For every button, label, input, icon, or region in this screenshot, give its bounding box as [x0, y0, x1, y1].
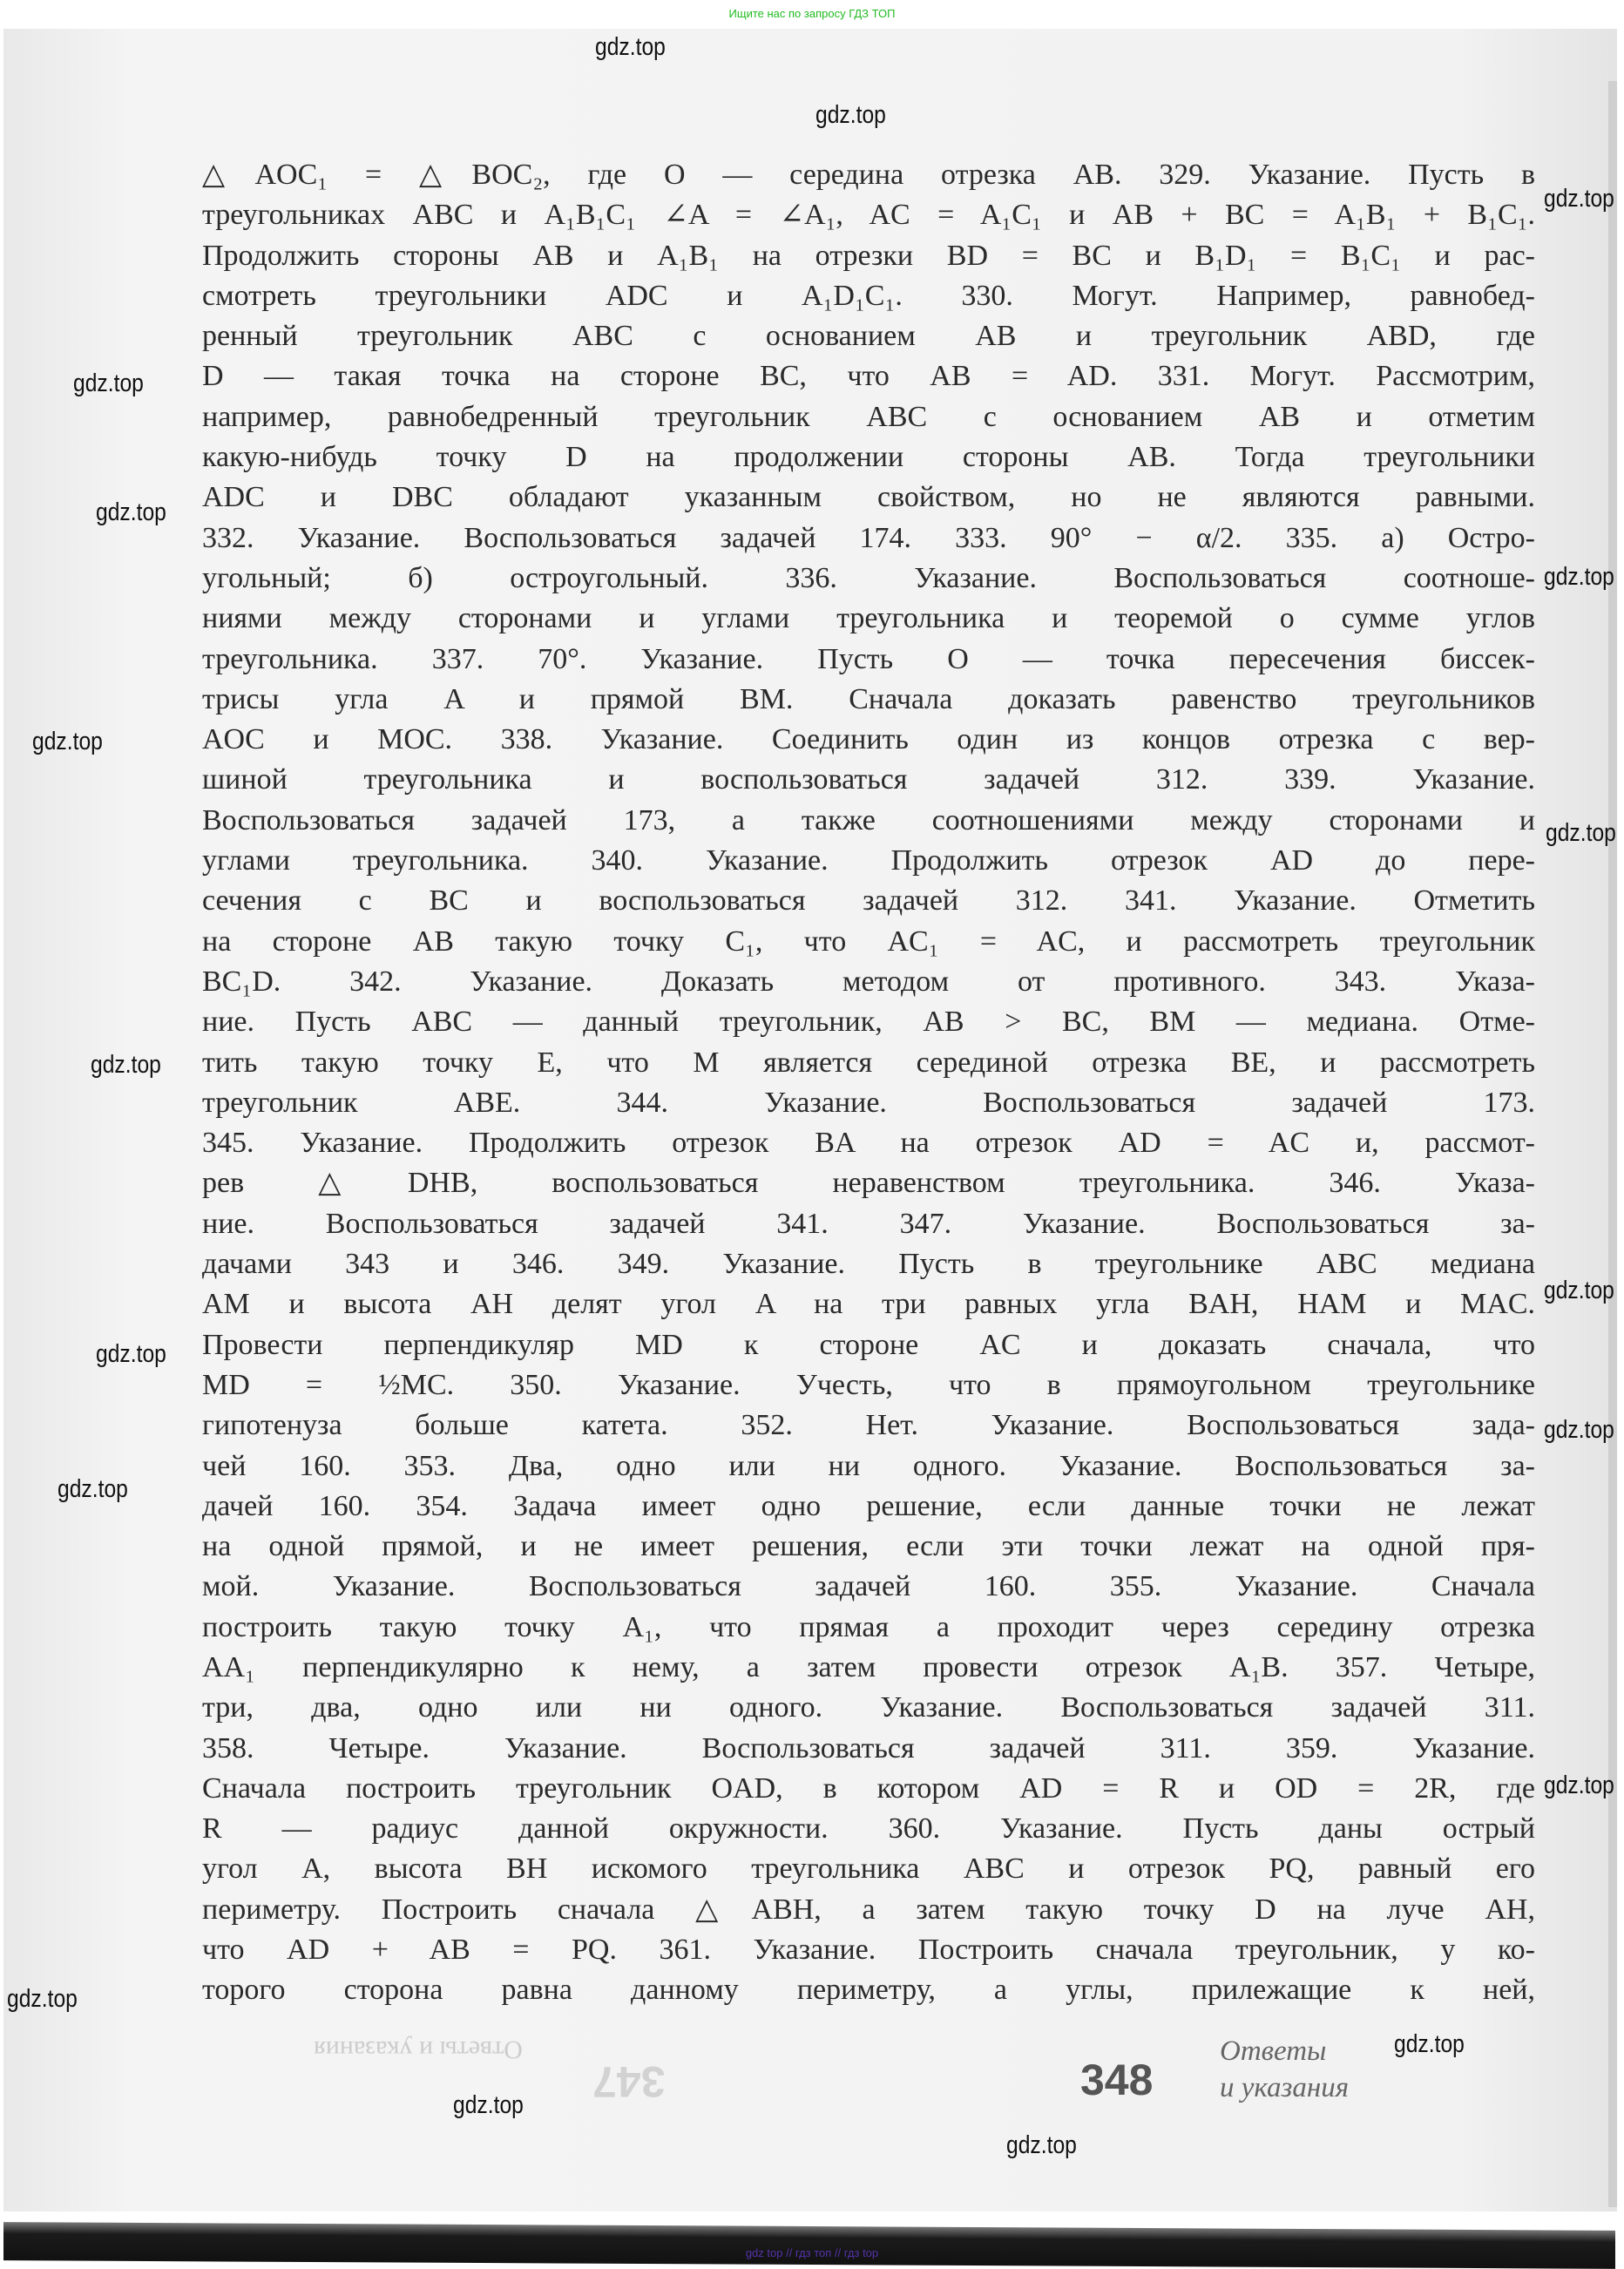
book-binding-shadow [3, 2222, 1615, 2269]
watermark: gdz.top [58, 1475, 128, 1503]
text-line: MD = ½MC. 350. Указание. Учесть, что в прямоугольном треугольнике [202, 1368, 1535, 1401]
answers-text [202, 155, 1535, 2011]
text-line: треугольника. 337. 70°. Указание. Пусть O — точка пересечения биссек- [202, 642, 1535, 675]
text-line: три, два, одно или ни одного. Указание. Воспользоваться задачей 311. [202, 1691, 1535, 1724]
text-line: ние. Пусть ABC — данный треугольник, AB > BC, BM — медиана. Отме- [202, 1006, 1535, 1039]
text-line: периметру. Построить сначала △ABH, а затем такую точку D на луче AH, [202, 1893, 1535, 1926]
watermark: gdz.top [1006, 2131, 1077, 2159]
watermark: gdz.top [453, 2091, 524, 2119]
text-line: треугольник ABE. 344. Указание. Воспользоваться задачей 173. [202, 1086, 1535, 1119]
text-line: AOC и MOC. 338. Указание. Соединить один из концов отрезка с вер- [202, 723, 1535, 756]
watermark: gdz.top [7, 1985, 78, 2013]
bottom-links[interactable]: gdz top // гдз топ // гдз top [745, 2246, 879, 2259]
watermark: gdz.top [96, 1340, 166, 1368]
text-line: шиной треугольника и воспользоваться задачей 312. 339. Указание. [202, 763, 1535, 796]
text-line: построить такую точку A₁, что прямая a проходит через середину отрезка [202, 1610, 1535, 1643]
text-line: что AD + AB = PQ. 361. Указание. Построить сначала треугольник, у ко- [202, 1934, 1535, 1967]
watermark: gdz.top [1544, 185, 1614, 213]
running-footer [1220, 2033, 1349, 2106]
watermark: gdz.top [1544, 1771, 1614, 1799]
watermark: gdz.top [73, 369, 144, 397]
watermark: gdz.top [1394, 2030, 1465, 2058]
text-line: Воспользоваться задачей 173, а также соотношениями между сторонами и [202, 803, 1535, 836]
running-footer-line2: и указания [1220, 2072, 1350, 2103]
watermark: gdz.top [815, 101, 886, 129]
text-line: ренный треугольник ABC с основанием AB и треугольник ABD, где [202, 320, 1535, 353]
watermark: gdz.top [1544, 1416, 1614, 1444]
text-line: дачами 343 и 346. 349. Указание. Пусть в треугольнике ABC медиана [202, 1248, 1535, 1281]
text-line: △AOC₁ = △BOC₂, где O — середина отрезка AB. 329. Указание. Пусть в [202, 159, 1535, 191]
text-line: чей 160. 353. Два, одно или ни одного. Указание. Воспользоваться за- [202, 1449, 1535, 1482]
text-line: трисы угла A и прямой BM. Сначала доказать равенство треугольников [202, 682, 1535, 715]
text-line: тить такую точку E, что M является серединой отрезка BE, и рассмотреть [202, 1046, 1535, 1079]
text-line: дачей 160. 354. Задача имеет одно решение, если данные точки не лежат [202, 1489, 1535, 1522]
top-banner[interactable]: Ищите нас по запросу ГДЗ ТОП [728, 7, 896, 20]
text-line: угол A, высота BH искомого треугольника ABC и отрезок PQ, равный его [202, 1852, 1535, 1886]
text-line: смотреть треугольники ADC и A₁D₁C₁. 330. Могут. Например, равнобед- [202, 279, 1535, 312]
text-line: например, равнобедренный треугольник ABC с основанием AB и отметим [202, 400, 1535, 433]
text-line: угольный; б) остроугольный. 336. Указание. Воспользоваться соотноше- [202, 561, 1535, 594]
text-line: AM и высота AH делят угол A на три равных угла BAH, HAM и MAC. [202, 1288, 1535, 1321]
watermark: gdz.top [595, 33, 666, 61]
text-line: 345. Указание. Продолжить отрезок BA на отрезок AD = AC и, рассмот- [202, 1127, 1535, 1160]
text-line: Продолжить стороны AB и A₁B₁ на отрезки BD = BC и B₁D₁ = B₁C₁ и рас- [202, 239, 1535, 272]
text-line: ние. Воспользоваться задачей 341. 347. Указание. Воспользоваться за- [202, 1207, 1535, 1240]
watermark: gdz.top [91, 1051, 161, 1079]
text-line: сечения с BC и воспользоваться задачей 312. 341. Указание. Отметить [202, 884, 1535, 918]
text-line: R — радиус данной окружности. 360. Указание. Пусть даны острый [202, 1812, 1535, 1846]
text-line: AA₁ перпендикулярно к нему, а затем провести отрезок A₁B. 357. Четыре, [202, 1650, 1535, 1683]
watermark: gdz.top [1544, 1277, 1614, 1304]
watermark: gdz.top [96, 498, 166, 526]
page-number: 348 [1080, 2056, 1154, 2104]
text-line: гипотенуза больше катета. 352. Нет. Указание. Воспользоваться зада- [202, 1409, 1535, 1442]
text-line: торого сторона равна данному периметру, а углы, прилежащие к ней, [202, 1974, 1535, 2007]
text-line: треугольниках ABC и A₁B₁C₁ ∠A = ∠A₁, AC = A₁C₁ и AB + BC = A₁B₁ + B₁C₁. [202, 199, 1535, 232]
text-line: на одной прямой, и не имеет решения, если эти точки лежат на одной пря- [202, 1530, 1535, 1563]
bleed-through-caption: Ответы и указания [314, 2035, 523, 2064]
text-line: ниями между сторонами и углами треугольника и теоремой о сумме углов [202, 602, 1535, 635]
bleed-through-page-number: 347 [592, 2057, 666, 2106]
text-line: ADC и DBC обладают указанным свойством, но не являются равными. [202, 481, 1535, 514]
text-line: мой. Указание. Воспользоваться задачей 160. 355. Указание. Сначала [202, 1570, 1535, 1603]
text-line: Провести перпендикуляр MD к стороне AC и доказать сначала, что [202, 1328, 1535, 1361]
text-line: углами треугольника. 340. Указание. Продолжить отрезок AD до пере- [202, 844, 1535, 877]
text-line: на стороне AB такую точку C₁, что AC₁ = AC, и рассмотреть треугольник [202, 925, 1535, 958]
text-line: какую-нибудь точку D на продолжении стороны AB. Тогда треугольники [202, 441, 1535, 474]
watermark: gdz.top [1544, 563, 1614, 591]
text-line: 358. Четыре. Указание. Воспользоваться задачей 311. 359. Указание. [202, 1731, 1535, 1764]
text-line: рев △DHB, воспользоваться неравенством треугольника. 346. Указа- [202, 1167, 1535, 1200]
running-footer-line1: Ответы [1220, 2035, 1327, 2067]
text-line: BC₁D. 342. Указание. Доказать методом от противного. 343. Указа- [202, 965, 1535, 998]
watermark: gdz.top [32, 728, 103, 755]
text-line: 332. Указание. Воспользоваться задачей 174. 333. 90° − α/2. 335. а) Остро- [202, 521, 1535, 554]
watermark: gdz.top [1546, 819, 1616, 847]
text-line: D — такая точка на стороне BC, что AB = AD. 331. Могут. Рассмотрим, [202, 360, 1535, 393]
text-line: Сначала построить треугольник OAD, в котором AD = R и OD = 2R, где [202, 1771, 1535, 1805]
page-edge [1608, 81, 1617, 2207]
